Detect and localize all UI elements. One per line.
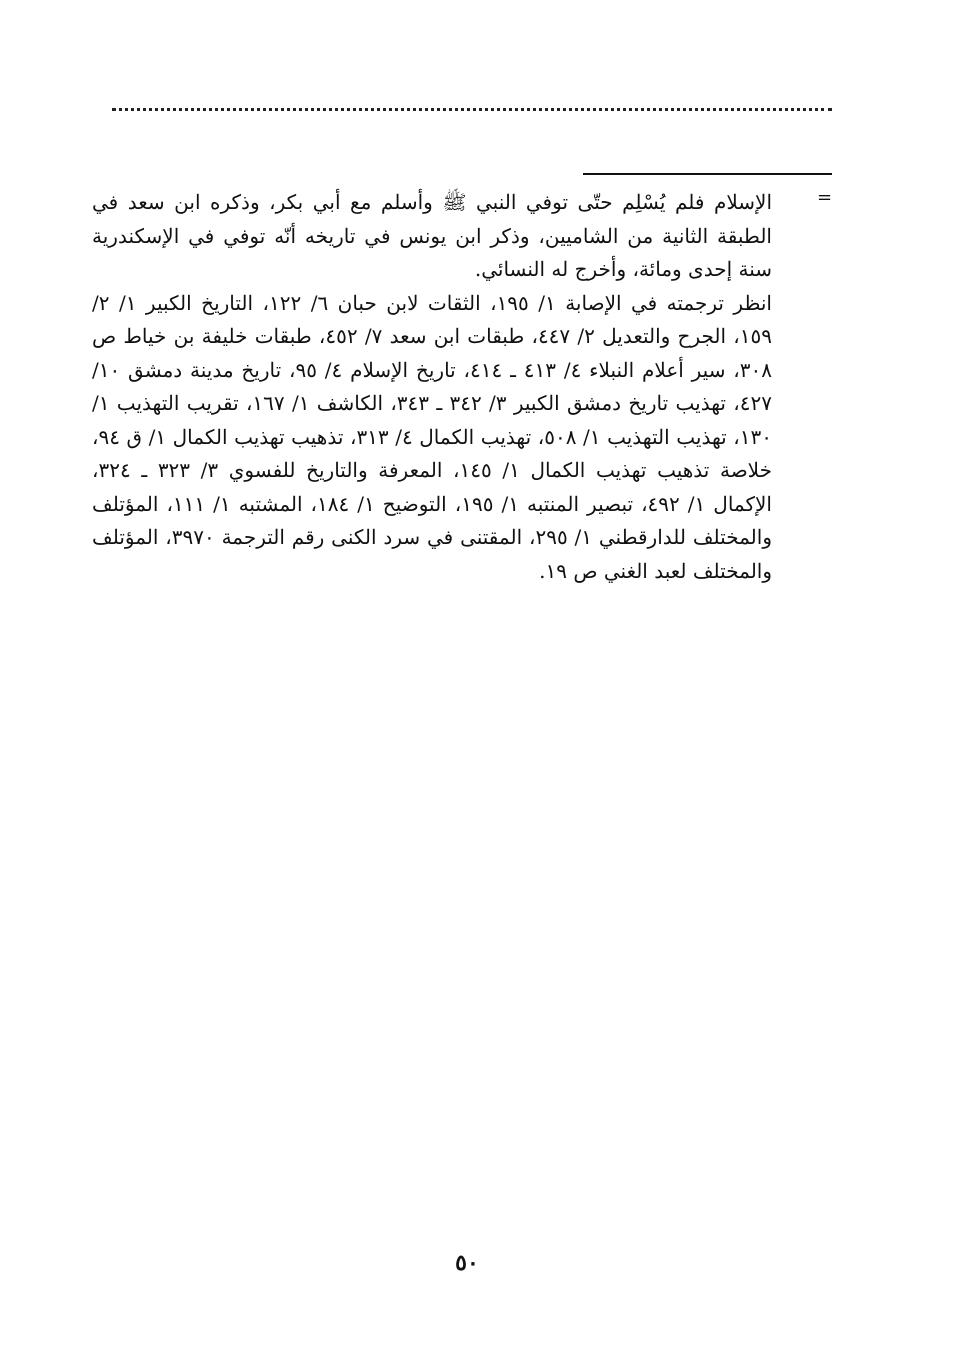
footnote-block: [92, 186, 772, 588]
footnote-paragraph: الإسلام فلم يُسْلِم حتّى توفي النبي ﷺ وأسلم مع أبي بكر، وذكره ابن سعد في الطبقة الثانية من الشاميين، وذكر ابن يونس في تاريخه أنّه توفي في الإسكندرية سنة إحدى ومائة، وأخرج له النسائي.: [92, 190, 772, 281]
page-number: ٥٠: [455, 1250, 479, 1276]
footnote-references: انظر ترجمته في الإصابة ١/ ١٩٥، الثقات لابن حبان ٦/ ١٢٢، التاريخ الكبير ١/ ٢/ ١٥٩، الجرح والتعديل ٢/ ٤٤٧، طبقات ابن سعد ٧/ ٤٥٢، طبقات خليفة بن خياط ص ٣٠٨، سير أعلام النبلاء ٤/ ٤١٣ ـ ٤١٤، تاريخ الإسلام ٤/ ٩٥، تاريخ مدينة دمشق ١٠/ ٤٢٧، تهذيب تاريخ دمشق الكبير ٣/ ٣٤٢ ـ ٣٤٣، الكاشف ١/ ١٦٧، تقريب التهذيب ١/ ١٣٠، تهذيب التهذيب ١/ ٥٠٨، تهذيب الكمال ٤/ ٣١٣، تذهيب تهذيب الكمال ١/ ق ٩٤، خلاصة تذهيب تهذيب الكمال ١/ ١٤٥، المعرفة والتاريخ للفسوي ٣/ ٣٢٣ ـ ٣٢٤، الإكمال ١/ ٤٩٢، تبصير المنتبه ١/ ١٩٥، التوضيح ١/ ١٨٤، المشتبه ١/ ١١١، المؤتلف والمختلف للدارقطني ١/ ٢٩٥، المقتنى في سرد الكنى رقم الترجمة ٣٩٧٠، المؤتلف والمختلف لعبد الغني ص ١٩.: [92, 290, 772, 583]
footnote-rule: [583, 173, 832, 175]
footnote-continuation-mark: =: [817, 187, 833, 208]
dotted-separator: [112, 108, 832, 123]
